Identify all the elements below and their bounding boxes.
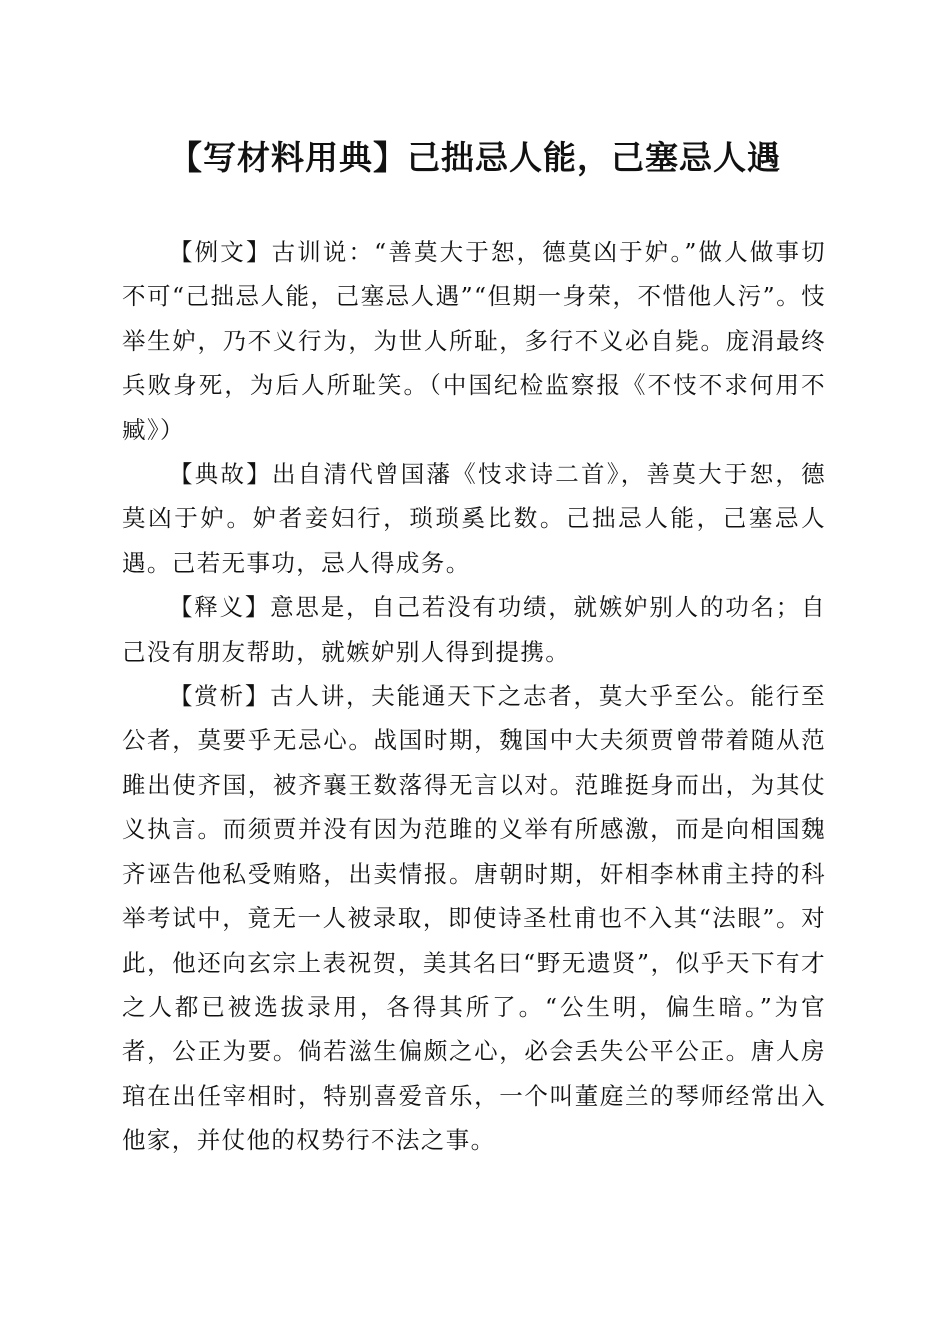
paragraph-text: 古人讲，夫能通天下之志者，莫大乎至公。能行至公者，莫要乎无忌心。战国时期，魏国中大夫须贾曾带着随从范雎出使齐国，被齐襄王数落得无言以对。范雎挺身而出，为其仗义执言。而须贾并没有因为范雎的义举有所感激，而是向相国魏齐诬告他私受贿赂，出卖情报。唐朝时期，奸相李林甫主持的科举考试中，竟无一人被录取，即使诗圣杜甫也不入其“法眼”。对此，他还向玄宗上表祝贺，美其名曰“野无遗贤”，似乎天下有才之人都已被选拔录用，各得其所了。“公生明，偏生暗。”为官者，公正为要。倘若滋生偏颇之心，必会丢失公平公正。唐人房琯在出任宰相时，特别喜爱音乐，一个叫董庭兰的琴师经常出入他家，并仗他的权势行不法之事。: [122, 682, 826, 1155]
paragraph-text: 出自清代曾国藩《忮求诗二首》，善莫大于恕，德莫凶于妒。妒者妾妇行，琐琐奚比数。己拙忌人能，己塞忌人遇。己若无事功，忌人得成务。: [122, 460, 826, 577]
document-title: 【写材料用典】己拙忌人能，己塞忌人遇: [169, 138, 781, 177]
paragraph-label: 【典故】: [169, 460, 273, 489]
paragraph-analysis: [122, 674, 826, 1162]
paragraph-example: [122, 230, 826, 452]
paragraph-text: 意思是，自己若没有功绩，就嫉妒别人的功名；自己没有朋友帮助，就嫉妒别人得到提携。: [122, 593, 826, 666]
paragraph-allusion: [122, 452, 826, 585]
paragraph-meaning: [122, 585, 826, 674]
paragraph-text: 古训说：“善莫大于恕，德莫凶于妒。”做人做事切不可“己拙忌人能，己塞忌人遇”“但期一身荣，不惜他人污”。忮举生妒，乃不义行为，为世人所耻，多行不义必自毙。庞涓最终兵败身死，为后人所耻笑。（中国纪检监察报《不忮不求何用不臧》）: [122, 238, 826, 444]
paragraph-label: 【例文】: [169, 238, 272, 266]
document-body: [122, 230, 826, 1163]
paragraph-label: 【赏析】: [169, 682, 271, 711]
paragraph-label: 【释义】: [169, 593, 271, 622]
